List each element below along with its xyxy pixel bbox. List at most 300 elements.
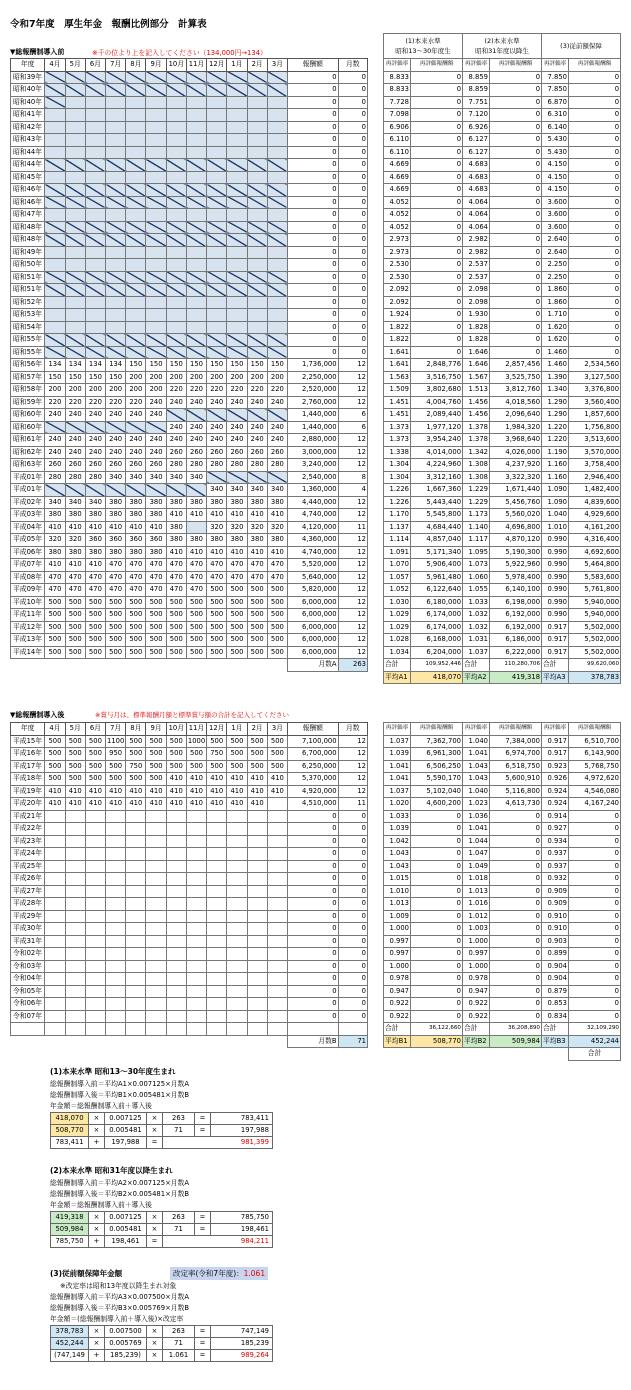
month-cell: 500: [247, 748, 267, 761]
calc-cell: 263: [163, 1113, 195, 1125]
row-year: 平成01年: [11, 471, 45, 484]
month-cell: [45, 960, 65, 973]
revalued-amount-cell: 0: [490, 246, 542, 259]
month-cell-empty: [85, 246, 105, 259]
month-cell: 500: [186, 596, 206, 609]
month-cell: 410: [186, 798, 206, 811]
months-cell: 0: [338, 960, 367, 973]
month-cell-disabled: [207, 471, 227, 484]
month-cell: 410: [65, 559, 85, 572]
row-year: 昭和55年: [11, 346, 45, 359]
rate-cell: 2.530: [384, 259, 411, 272]
column-header: 10月: [166, 59, 186, 72]
month-cell: 150: [106, 371, 126, 384]
month-cell: [65, 1010, 85, 1023]
month-cell-disabled: [146, 346, 166, 359]
table-row: [384, 171, 621, 184]
month-cell: 500: [267, 609, 287, 622]
table-row: [11, 773, 368, 786]
row-year: 令和05年: [11, 985, 45, 998]
month-cell: 500: [65, 609, 85, 622]
month-cell-disabled: [227, 409, 247, 422]
month-cell: 470: [186, 571, 206, 584]
month-cell: 260: [146, 459, 166, 472]
rate-cell: 0.927: [542, 823, 569, 836]
month-cell: [126, 923, 146, 936]
amount-cell: 0: [288, 309, 339, 322]
month-cell: 470: [126, 559, 146, 572]
table-row: [384, 885, 621, 898]
month-cell: 410: [45, 521, 65, 534]
amount-cell: 6,700,000: [288, 748, 339, 761]
rate-cell: 0.834: [542, 1010, 569, 1023]
revalued-amount-cell: 0: [569, 823, 621, 836]
rate-cell: 1.043: [384, 848, 411, 861]
month-cell-disabled: [166, 234, 186, 247]
month-cell-empty: [146, 321, 166, 334]
month-cell: [247, 923, 267, 936]
amount-cell: 1,360,000: [288, 484, 339, 497]
month-cell-empty: [207, 96, 227, 109]
months-cell: 0: [338, 296, 367, 309]
row-year: 令和06年: [11, 998, 45, 1011]
column-header: 7月: [106, 59, 126, 72]
month-cell-disabled: [106, 421, 126, 434]
revalued-amount-cell: 0: [490, 860, 542, 873]
month-cell: 410: [186, 509, 206, 522]
revalued-amount-cell: 0: [411, 171, 463, 184]
formula-line: 総報酬制導入前＝平均A1×0.007125×月数A: [50, 1080, 190, 1088]
month-cell: 500: [146, 609, 166, 622]
revalued-amount-cell: 0: [411, 935, 463, 948]
month-cell: 500: [106, 760, 126, 773]
column-header: 4月: [45, 723, 65, 736]
month-cell: 200: [126, 384, 146, 397]
calc-cell: ×: [147, 1113, 163, 1125]
amount-cell: 4,360,000: [288, 534, 339, 547]
month-cell: 380: [45, 546, 65, 559]
month-cell: 380: [207, 534, 227, 547]
sub-header: 再評価率: [542, 723, 569, 736]
revalued-amount-cell: 6,122,640: [411, 584, 463, 597]
rate-cell: 0.910: [542, 923, 569, 936]
table-row: [384, 359, 621, 372]
revalued-amount-cell: 0: [569, 860, 621, 873]
amount-cell: 0: [288, 284, 339, 297]
month-cell: 380: [247, 496, 267, 509]
rate-cell: 1.037: [384, 735, 411, 748]
revalued-amount-cell: 3,802,680: [411, 384, 463, 397]
month-cell: 380: [106, 546, 126, 559]
formula-line: 総報酬制導入前＝平均A3×0.007500×月数A: [50, 1293, 190, 1301]
rate-cell: 0.932: [542, 873, 569, 886]
month-cell-disabled: [207, 284, 227, 297]
month-cell: [166, 985, 186, 998]
month-cell-empty: [65, 146, 85, 159]
month-cell-disabled: [65, 346, 85, 359]
revalued-amount-cell: 3,758,400: [569, 459, 621, 472]
rate-cell: 1.160: [542, 471, 569, 484]
table-row: [11, 159, 368, 172]
row-year: 昭和44年: [11, 159, 45, 172]
month-cell-empty: [146, 309, 166, 322]
month-cell: 240: [45, 446, 65, 459]
month-cell-disabled: [166, 71, 186, 84]
month-cell-disabled: [126, 221, 146, 234]
revalued-amount-cell: 0: [490, 271, 542, 284]
rate-cell: 4.683: [463, 171, 490, 184]
table-row: [11, 434, 368, 447]
month-cell-empty: [126, 321, 146, 334]
month-cell: 500: [126, 735, 146, 748]
amount-cell: 5,370,000: [288, 773, 339, 786]
rate-cell: 1.033: [384, 810, 411, 823]
calc-cell: +: [89, 1236, 105, 1248]
month-cell-disabled: [106, 484, 126, 497]
month-cell: 240: [166, 396, 186, 409]
month-cell: 410: [106, 785, 126, 798]
month-cell: 240: [227, 434, 247, 447]
month-cell: 260: [85, 459, 105, 472]
month-cell: 410: [267, 785, 287, 798]
row-year: 平成15年: [11, 735, 45, 748]
revalued-amount-cell: 5,761,800: [569, 584, 621, 597]
month-cell: 500: [146, 735, 166, 748]
sub-header: 再評価率: [384, 59, 411, 72]
month-cell: [45, 973, 65, 986]
rate-cell: 1.015: [384, 873, 411, 886]
amount-cell: 0: [288, 923, 339, 936]
month-cell: 500: [65, 646, 85, 659]
rate-cell: 0.903: [542, 935, 569, 948]
month-cell-empty: [65, 246, 85, 259]
table-row: [11, 184, 368, 197]
month-cell-empty: [186, 296, 206, 309]
month-cell: 410: [227, 785, 247, 798]
month-cell: 320: [207, 521, 227, 534]
month-cell: 150: [146, 359, 166, 372]
month-cell-empty: [146, 171, 166, 184]
months-cell: 12: [338, 596, 367, 609]
month-cell: 470: [247, 559, 267, 572]
revalued-amount-cell: 4,692,600: [569, 546, 621, 559]
table-row: [11, 998, 368, 1011]
amount-cell: 0: [288, 810, 339, 823]
calc-cell: =: [195, 1326, 211, 1338]
month-cell: 410: [227, 773, 247, 786]
month-cell: 410: [186, 546, 206, 559]
revalued-amount-cell: 0: [411, 134, 463, 147]
rate-cell: 1.057: [384, 571, 411, 584]
table-row: [384, 284, 621, 297]
month-cell: 340: [247, 484, 267, 497]
revalued-amount-cell: 3,812,760: [490, 384, 542, 397]
rate-cell: 5.430: [542, 146, 569, 159]
rate-cell: 1.563: [384, 371, 411, 384]
month-cell: [146, 948, 166, 961]
months-cell: 0: [338, 134, 367, 147]
month-cell-empty: [85, 321, 105, 334]
revalued-amount-cell: 0: [569, 309, 621, 322]
month-cell: 500: [166, 634, 186, 647]
months-cell: 0: [338, 71, 367, 84]
month-cell: 410: [85, 559, 105, 572]
row-year: 平成07年: [11, 559, 45, 572]
revalued-amount-cell: 0: [490, 848, 542, 861]
months-cell: 0: [338, 873, 367, 886]
month-cell-disabled: [85, 84, 105, 97]
rate-cell: 1.378: [463, 421, 490, 434]
month-cell-empty: [166, 121, 186, 134]
rate-cell: 0.904: [542, 960, 569, 973]
rate-cell: 1.308: [463, 471, 490, 484]
month-cell: 240: [65, 434, 85, 447]
month-cell-disabled: [247, 346, 267, 359]
rate-cell: 1.090: [542, 484, 569, 497]
table-row: [11, 571, 368, 584]
revalued-amount-cell: 0: [569, 271, 621, 284]
calc-cell: 198,461: [211, 1224, 273, 1236]
rate-cell: 1.646: [463, 346, 490, 359]
month-cell-empty: [65, 171, 85, 184]
rate-cell: 1.338: [384, 446, 411, 459]
revalued-amount-cell: 0: [490, 171, 542, 184]
amount-cell: 0: [288, 948, 339, 961]
amount-cell: 4,920,000: [288, 785, 339, 798]
month-cell-empty: [85, 134, 105, 147]
month-cell: 500: [207, 760, 227, 773]
table-row: [11, 860, 368, 873]
month-cell: [65, 923, 85, 936]
months-cell: 0: [338, 221, 367, 234]
amount-cell: 6,000,000: [288, 646, 339, 659]
calc-row: [51, 1350, 273, 1362]
months-cell: 0: [338, 860, 367, 873]
month-cell-disabled: [45, 346, 65, 359]
revalued-amount-cell: 0: [490, 309, 542, 322]
revalued-amount-cell: 0: [569, 71, 621, 84]
revalued-amount-cell: 2,946,400: [569, 471, 621, 484]
rate-cell: 1.822: [384, 334, 411, 347]
table-row: [384, 371, 621, 384]
rate-cell: 4.052: [384, 221, 411, 234]
month-cell: 500: [247, 646, 267, 659]
amount-cell: 4,440,000: [288, 496, 339, 509]
amount-cell: 6,000,000: [288, 621, 339, 634]
rate-cell: 1.290: [542, 396, 569, 409]
month-cell-disabled: [247, 234, 267, 247]
month-cell: 500: [146, 621, 166, 634]
month-cell: 320: [45, 534, 65, 547]
amount-cell: 0: [288, 109, 339, 122]
month-cell: 500: [85, 621, 105, 634]
rate-cell: 8.859: [463, 71, 490, 84]
table-row: [11, 259, 368, 272]
revalued-amount-cell: 0: [411, 234, 463, 247]
month-cell-disabled: [166, 221, 186, 234]
table-row: [11, 359, 368, 372]
month-cell: [186, 935, 206, 948]
months-cell: 0: [338, 848, 367, 861]
rate-cell: 3.600: [542, 196, 569, 209]
rate-cell: 1.043: [463, 760, 490, 773]
month-cell: 500: [227, 609, 247, 622]
row-year: 平成25年: [11, 860, 45, 873]
month-cell-empty: [267, 246, 287, 259]
calc2-block: [50, 1165, 273, 1248]
month-cell: 240: [146, 409, 166, 422]
column-header: 報酬額: [288, 723, 339, 736]
month-cell: 410: [267, 546, 287, 559]
table-row: [11, 973, 368, 986]
month-cell: 240: [227, 396, 247, 409]
month-cell: 500: [227, 646, 247, 659]
month-cell: 320: [227, 521, 247, 534]
row-year: 昭和63年: [11, 459, 45, 472]
amount-cell: 7,100,000: [288, 735, 339, 748]
month-cell-disabled: [126, 271, 146, 284]
month-cell: [207, 835, 227, 848]
table-row: [384, 109, 621, 122]
month-cell: 470: [186, 559, 206, 572]
month-cell: 500: [227, 584, 247, 597]
table-row: [11, 584, 368, 597]
revalued-amount-cell: 0: [569, 935, 621, 948]
month-cell-empty: [106, 296, 126, 309]
months-cell: 12: [338, 634, 367, 647]
table-row: [11, 534, 368, 547]
table-row: [384, 848, 621, 861]
months-cell: 0: [338, 973, 367, 986]
month-cell: [227, 973, 247, 986]
table-row: [11, 471, 368, 484]
revalued-amount-cell: 4,237,920: [490, 459, 542, 472]
month-cell: 340: [85, 496, 105, 509]
months-cell: 12: [338, 509, 367, 522]
table-row: [11, 748, 368, 761]
month-cell-disabled: [166, 159, 186, 172]
month-cell-empty: [227, 171, 247, 184]
month-cell-empty: [267, 109, 287, 122]
rate-cell: 1.018: [463, 873, 490, 886]
month-cell: [267, 848, 287, 861]
month-cell-disabled: [207, 334, 227, 347]
month-cell-disabled: [146, 196, 166, 209]
average-value: 419,318: [490, 671, 542, 684]
table-row: [384, 521, 621, 534]
row-year: 平成05年: [11, 534, 45, 547]
revalued-amount-cell: 5,171,340: [411, 546, 463, 559]
month-cell-empty: [45, 309, 65, 322]
row-year: 平成30年: [11, 923, 45, 936]
month-cell: 340: [126, 471, 146, 484]
rate-cell: 6.127: [463, 146, 490, 159]
row-year: 令和03年: [11, 960, 45, 973]
month-cell: [85, 898, 105, 911]
month-cell-disabled: [45, 271, 65, 284]
calc-row: [51, 1137, 273, 1149]
month-cell: 240: [126, 446, 146, 459]
month-cell-disabled: [106, 196, 126, 209]
column-header: 9月: [146, 59, 166, 72]
rate-cell: 6.926: [463, 121, 490, 134]
month-cell: [85, 835, 105, 848]
month-cell: 500: [126, 634, 146, 647]
months-cell: 12: [338, 371, 367, 384]
revalued-amount-cell: 0: [490, 159, 542, 172]
month-cell: [207, 898, 227, 911]
month-cell-disabled: [106, 271, 126, 284]
total-value: 99,620,060: [569, 659, 621, 672]
table-row: [11, 71, 368, 84]
amount-cell: 0: [288, 209, 339, 222]
month-cell: 240: [166, 434, 186, 447]
sub-header: 再評価報酬額: [411, 723, 463, 736]
revalued-amount-cell: 0: [411, 96, 463, 109]
month-cell: 260: [247, 446, 267, 459]
revalued-amount-cell: 5,922,960: [490, 559, 542, 572]
amount-cell: 5,640,000: [288, 571, 339, 584]
rate-cell: 7.098: [384, 109, 411, 122]
month-cell: [247, 835, 267, 848]
months-cell: 0: [338, 209, 367, 222]
rate-cell: 1.190: [542, 446, 569, 459]
rate-cell: 1.073: [463, 559, 490, 572]
month-cell-empty: [65, 309, 85, 322]
month-cell: 280: [85, 471, 105, 484]
table-row: [11, 546, 368, 559]
month-cell: [247, 973, 267, 986]
revalued-amount-cell: 0: [490, 196, 542, 209]
table-row: [11, 446, 368, 459]
table-row: [11, 459, 368, 472]
month-cell: 240: [65, 409, 85, 422]
month-cell-disabled: [227, 71, 247, 84]
month-cell-empty: [247, 134, 267, 147]
month-cell-disabled: [126, 196, 146, 209]
month-cell: 220: [267, 384, 287, 397]
group-header: (1)本来水準 昭和13〜30年度生: [384, 34, 463, 59]
month-cell-empty: [106, 146, 126, 159]
average-label: 平均B1: [384, 1035, 411, 1048]
revalued-amount-cell: 0: [490, 898, 542, 911]
month-cell: 500: [45, 735, 65, 748]
month-cell: [146, 910, 166, 923]
month-cell-empty: [146, 259, 166, 272]
rate-cell: 7.850: [542, 71, 569, 84]
rate-cell: 4.052: [384, 209, 411, 222]
month-cell: 500: [106, 773, 126, 786]
table-row: [384, 546, 621, 559]
month-cell: [45, 948, 65, 961]
calc-cell: 263: [163, 1326, 195, 1338]
row-year: 昭和49年: [11, 246, 45, 259]
month-cell: [85, 810, 105, 823]
revalued-amount-cell: 0: [569, 960, 621, 973]
month-cell-disabled: [146, 71, 166, 84]
amount-cell: 1,440,000: [288, 409, 339, 422]
month-cell-empty: [65, 259, 85, 272]
month-cell: [227, 1010, 247, 1023]
calc-cell: 197,988: [105, 1137, 147, 1149]
month-cell: 380: [227, 496, 247, 509]
rate-cell: 1.000: [463, 960, 490, 973]
month-cell: 360: [85, 534, 105, 547]
month-cell-empty: [247, 121, 267, 134]
month-cell: [126, 1023, 146, 1036]
average-value: 509,984: [490, 1035, 542, 1048]
table-row: [11, 609, 368, 622]
